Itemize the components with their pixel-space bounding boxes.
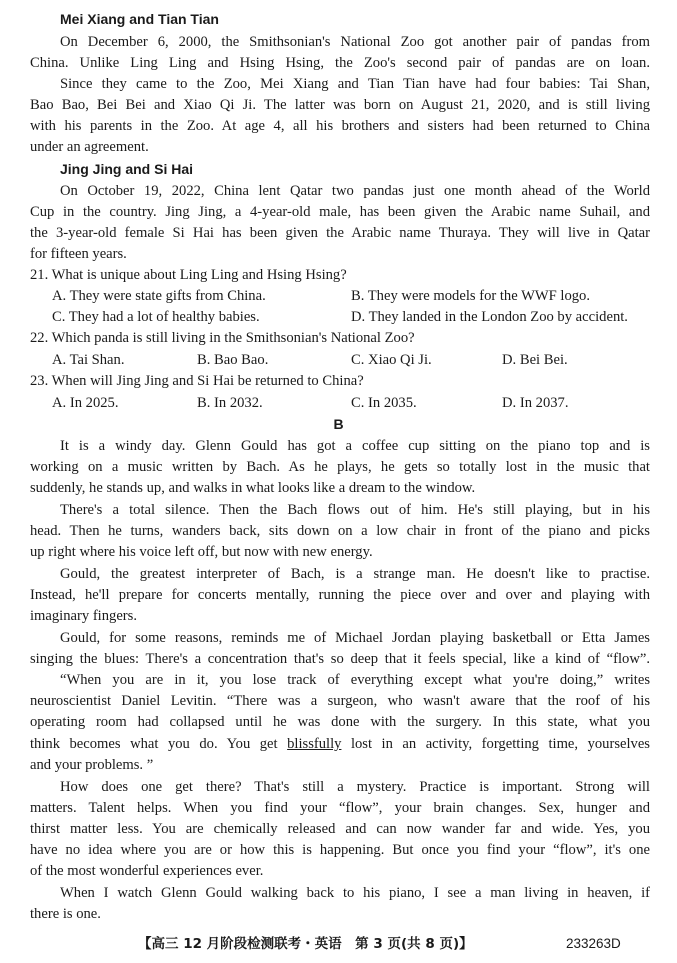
heading-mei-xiang-tian-tian: Mei Xiang and Tian Tian xyxy=(60,11,219,27)
text-line: It is a windy day. Glenn Gould has got a coffee cup sitting on the piano top and is xyxy=(60,438,650,454)
text-line: and your problems. ” xyxy=(30,757,154,773)
text-line-with-underlined-word xyxy=(30,734,650,755)
text-line: Cup in the country. Jing Jing, a 4-year-old male, has been given the Arabic name Suhail, and xyxy=(30,204,650,220)
text-line: thirst matter less. You are chemically released and can now wander far and wide. Yes, you xyxy=(30,821,650,837)
question-22-option-c: C. Xiao Qi Ji. xyxy=(351,352,432,368)
heading-jing-jing-si-hai: Jing Jing and Si Hai xyxy=(60,161,194,177)
text-line: for fifteen years. xyxy=(30,246,127,262)
text-line: suddenly, he stands up, and walks in what looks like a dream to the window. xyxy=(30,480,476,496)
text-line: the 3-year-old female Si Hai has been given the Arabic name Thuraya. They will live in Qatar xyxy=(30,225,650,241)
text-line: Bao Bao, Bei Bei and Xiao Qi Ji. The latter was born on August 21, 2020, and is still living xyxy=(30,97,650,113)
text-line: with his parents in the Zoo. At age 4, all his brothers and sisters had been returned to China xyxy=(30,118,650,134)
text-line: China. Unlike Ling Ling and Hsing Hsing, the Zoo's second pair of pandas are on loan. xyxy=(30,55,650,71)
text-line: head. Then he turns, wanders back, sits down on a low chair in front of the piano and picks xyxy=(30,523,650,539)
text-line: On December 6, 2000, the Smithsonian's National Zoo got another pair of pandas from xyxy=(60,34,650,50)
text-line: neuroscientist Daniel Levitin. “There was a surgeon, who wasn't aware that the roof of his xyxy=(30,693,650,709)
text-line: “When you are in it, you lose track of everything except what you're doing,” writes xyxy=(60,672,650,688)
text-line: of the most wonderful experiences ever. xyxy=(30,863,264,879)
question-21-option-a: A. They were state gifts from China. xyxy=(52,288,266,304)
question-23-option-d: D. In 2037. xyxy=(502,395,569,411)
footer-title: 【高三 12 月阶段检测联考・英语 第 3 页(共 8 页)】 xyxy=(138,936,473,952)
text-line: Gould, the greatest interpreter of Bach, is a strange man. He doesn't like to practise. xyxy=(60,566,650,582)
text-line: there is one. xyxy=(30,906,101,922)
text-line: have no idea where you are or how this is happening. But once you find your “flow”, it's one xyxy=(30,842,650,858)
text-segment: lost in an activity, forgetting time, yourselves xyxy=(341,736,650,752)
text-line: under an agreement. xyxy=(30,139,149,155)
question-21-option-d: D. They landed in the London Zoo by accident. xyxy=(351,309,628,325)
text-line: On October 19, 2022, China lent Qatar two pandas just one month ahead of the World xyxy=(60,183,650,199)
footer-code: 233263D xyxy=(566,936,621,951)
question-22-stem: 22. Which panda is still living in the Smithsonian's National Zoo? xyxy=(30,330,415,346)
text-segment: think becomes what you do. You get xyxy=(30,736,288,752)
question-23-option-c: C. In 2035. xyxy=(351,395,417,411)
underlined-word-blissfully: blissfully xyxy=(287,736,342,752)
question-23-stem: 23. When will Jing Jing and Si Hai be returned to China? xyxy=(30,373,364,389)
text-line: There's a total silence. Then the Bach flows out of him. He's still playing, but in his xyxy=(60,502,650,518)
text-line: matters. Talent helps. When you find your “flow”, your brain changes. Sex, hunger and xyxy=(30,800,650,816)
text-line: How does one get there? That's still a mystery. Practice is important. Strong will xyxy=(60,779,650,795)
question-22-option-a: A. Tai Shan. xyxy=(52,352,125,368)
text-line: Instead, he'll prepare for concerts mentally, running the piece over and over and playing with xyxy=(30,587,650,603)
question-21-option-c: C. They had a lot of healthy babies. xyxy=(52,309,260,325)
question-21-option-b: B. They were models for the WWF logo. xyxy=(351,288,590,304)
page-footer xyxy=(0,933,677,955)
text-line: When I watch Glenn Gould walking back to his piano, I see a man living in heaven, if xyxy=(60,885,650,901)
question-21-stem: 21. What is unique about Ling Ling and Hsing Hsing? xyxy=(30,267,347,283)
text-line: up right where his voice left off, but now with new energy. xyxy=(30,544,373,560)
question-22-option-b: B. Bao Bao. xyxy=(197,352,269,368)
text-line: Gould, for some reasons, reminds me of Michael Jordan playing basketball or Etta James xyxy=(60,630,650,646)
text-line: imaginary fingers. xyxy=(30,608,137,624)
text-line: singing the blues: There's a concentration that's so deep that it feels special, like a kind of “flow”. xyxy=(30,651,650,667)
section-b-label: B xyxy=(333,416,344,432)
text-line: working on a music written by Bach. As he plays, he gets so totally lost in the music that xyxy=(30,459,650,475)
text-line: operating room had collapsed until he was done with the surgery. In this state, what you xyxy=(30,714,650,730)
question-22-option-d: D. Bei Bei. xyxy=(502,352,568,368)
question-23-option-b: B. In 2032. xyxy=(197,395,263,411)
question-23-option-a: A. In 2025. xyxy=(52,395,119,411)
text-line: Since they came to the Zoo, Mei Xiang and Tian Tian have had four babies: Tai Shan, xyxy=(60,76,650,92)
